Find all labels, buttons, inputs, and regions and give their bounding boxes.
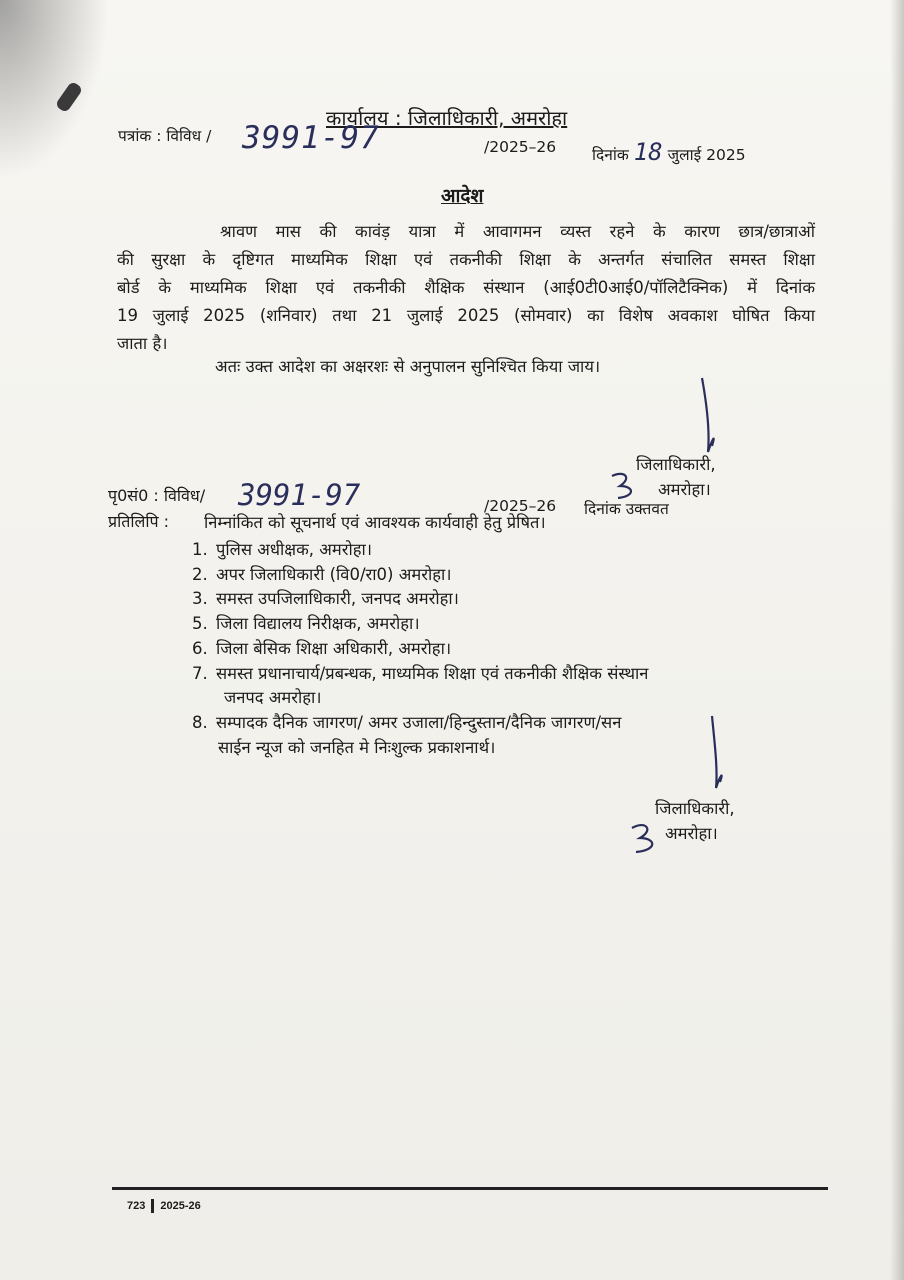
item-number: 5. [192,614,208,634]
item-text: समस्त प्रधानाचार्य/प्रबन्धक, माध्यमिक शिक्षा एवं तकनीकी शैक्षिक संस्थान [216,663,649,683]
item-text: समस्त उपजिलाधिकारी, जनपद अमरोहा। [216,589,459,609]
date-label: दिनांक [592,146,629,164]
item-text: अपर जिलाधिकारी (वि0/रा0) अमरोहा। [216,564,452,584]
handwritten-date-day: 18 [633,138,663,166]
item-text: जिला विद्यालय निरीक्षक, अमरोहा। [216,614,420,634]
order-body-line: बोर्ड के माध्यमिक शिक्षा एवं तकनीकी शैक्षिक संस्थान (आई0टी0आई0/पॉलिटैक्निक) में दिनांक [117,278,815,297]
item-text: जिला बेसिक शिक्षा अधिकारी, अमरोहा। [216,638,452,658]
order-body-line: की सुरक्षा के दृष्टिगत माध्यमिक शिक्षा एवं तकनीकी शिक्षा के अन्तर्गत संचालित समस्त शिक्षा [117,250,815,269]
item-number: 1. [192,540,208,559]
signature-place: अमरोहा। [665,824,718,843]
order-body-line: 19 जुलाई 2025 (शनिवार) तथा 21 जुलाई 2025 (सोमवार) का विशेष अवकाश घोषित किया [117,306,815,325]
copy-reference-label: पृ0सं0 : विविध/ [108,486,206,505]
footer-page-number: 723 [127,1199,146,1212]
order-title: आदेश [441,185,484,207]
item-number: 6. [192,638,208,658]
copy-label: प्रतिलिपि : [108,512,170,531]
order-body-line: श्रावण मास की कावंड़ यात्रा में आवागमन व्यस्त रहने के कारण छात्र/छात्राओं [220,222,815,241]
signature-initial-1 [612,474,631,498]
copy-date: दिनांक उक्तवत [584,500,669,518]
letter-number-label: पत्रांक : विविध / [118,127,212,145]
date-month-year: जुलाई 2025 [667,146,746,164]
office-heading: कार्यालय : जिलाधिकारी, अमरोहा [326,106,568,130]
footer-year: 2025-26 [160,1199,201,1212]
footer-separator [151,1199,154,1213]
item-text: जनपद अमरोहा। [224,688,322,708]
order-body-line: जाता है। [117,334,168,353]
item-number: 2. [192,564,208,584]
item-text: पुलिस अधीक्षक, अमरोहा। [216,540,373,559]
signature-place: अमरोहा। [658,480,711,499]
item-number: 8. [192,712,208,732]
item-number: 7. [192,663,208,683]
signature-designation: जिलाधिकारी, [636,455,716,474]
signature-stroke-2 [712,716,722,788]
copy-intro: निम्नांकित को सूचनार्थ एवं आवश्यक कार्यवाही हेतु प्रेषित। [204,513,546,532]
footer [127,1199,201,1213]
signature-designation: जिलाधिकारी, [655,799,735,818]
handwritten-copy-reference: 3991-97 [238,478,361,512]
item-text: सम्पादक दैनिक जागरण/ अमर उजाला/हिन्दुस्तान/दैनिक जागरण/सन [216,712,622,732]
item-number: 3. [192,589,208,609]
signature-stroke-1 [702,378,714,452]
item-text: साईन न्यूज को जनहित मे निःशुल्क प्रकाशनार्थ। [218,737,496,757]
signature-initial-2 [632,825,652,852]
copy-year: /2025–26 [484,497,557,515]
order-instruction: अतः उक्त आदेश का अक्षरशः से अनुपालन सुनिश्चित किया जाय। [215,357,601,376]
handwritten-letter-number: 3991-97 [242,120,380,156]
letter-year: /2025–26 [484,138,557,156]
footer-rule [112,1187,828,1190]
